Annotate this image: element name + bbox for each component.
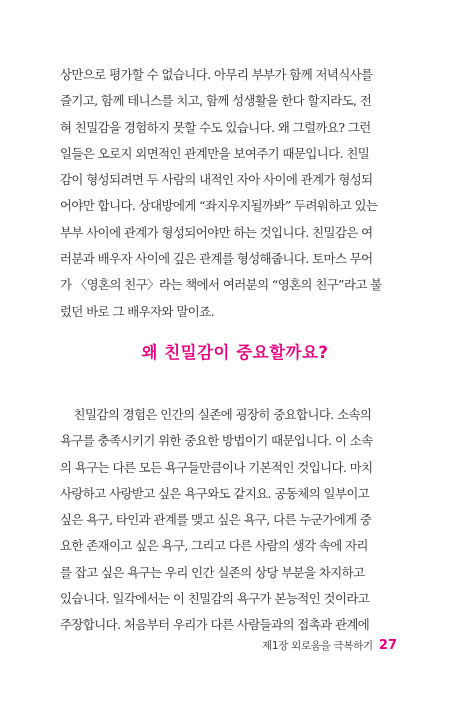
body-paragraph-bottom [60, 402, 405, 639]
section-heading: 왜 친밀감이 중요할까요? [141, 343, 329, 362]
text-line: 감이 형성되려면 두 사람의 내적인 자아 사이에 관계가 형성되 [60, 172, 373, 188]
text-line: 즐기고, 함께 테니스를 치고, 함께 성생활을 한다 할지라도, 전 [60, 93, 372, 109]
text-line: 어야만 합니다. 상대방에게 “좌지우지될까봐” 두려워하고 있는 [60, 198, 378, 214]
text-line: 렀던 바로 그 배우자와 말이죠. [60, 303, 214, 319]
text-line: 혀 친밀감을 경험하지 못할 수도 있습니다. 왜 그럴까요? 그런 [60, 119, 371, 135]
text-line: 일들은 오로지 외면적인 관계만을 보여주기 때문입니다. 친밀 [60, 145, 370, 161]
text-line: 상만으로 평가할 수 없습니다. 아무리 부부가 함께 저녁식사를 [60, 67, 373, 82]
text-line: 러분과 배우자 사이에 깊은 관계를 형성해줍니다. 토마스 무어 [60, 251, 373, 267]
text-line: 부부 사이에 관계가 형성되어야만 하는 것입니다. 친밀감은 여 [60, 224, 373, 240]
chapter-title: 제1장 외로움을 극복하기 [262, 640, 373, 652]
text-line: 의 욕구는 다른 모든 욕구들만큼이나 기본적인 것입니다. 마치 [60, 459, 373, 475]
body-paragraph-top [60, 62, 405, 325]
text-line: 주장합니다. 처음부터 우리가 다른 사람들과의 접촉과 관계에 [60, 617, 370, 633]
text-line: 있습니다. 일각에서는 이 친밀감의 욕구가 본능적인 것이라고 [60, 591, 370, 607]
text-line: 요한 존재이고 싶은 욕구, 그리고 다른 사람의 생각 속에 자리 [60, 538, 368, 554]
page-footer [262, 638, 397, 653]
page-number: 27 [378, 638, 397, 653]
text-line: 싶은 욕구, 타인과 관계를 맺고 싶은 욕구, 다른 누군가에게 중 [60, 512, 372, 528]
text-line: 욕구를 충족시키기 위한 중요한 방법이기 때문입니다. 이 소속 [60, 433, 373, 449]
text-line: 사랑하고 사랑받고 싶은 욕구와도 같지요. 공동체의 일부이고 [60, 485, 370, 501]
text-line: 가 〈영혼의 친구〉라는 책에서 여러분의 “영혼의 친구”라고 불 [60, 277, 382, 293]
text-line: 를 잡고 싶은 욕구는 우리 인간 실존의 상당 부분을 차지하고 [60, 564, 365, 580]
text-line: 친밀감의 경험은 인간의 실존에 굉장히 중요합니다. 소속의 [60, 407, 372, 422]
